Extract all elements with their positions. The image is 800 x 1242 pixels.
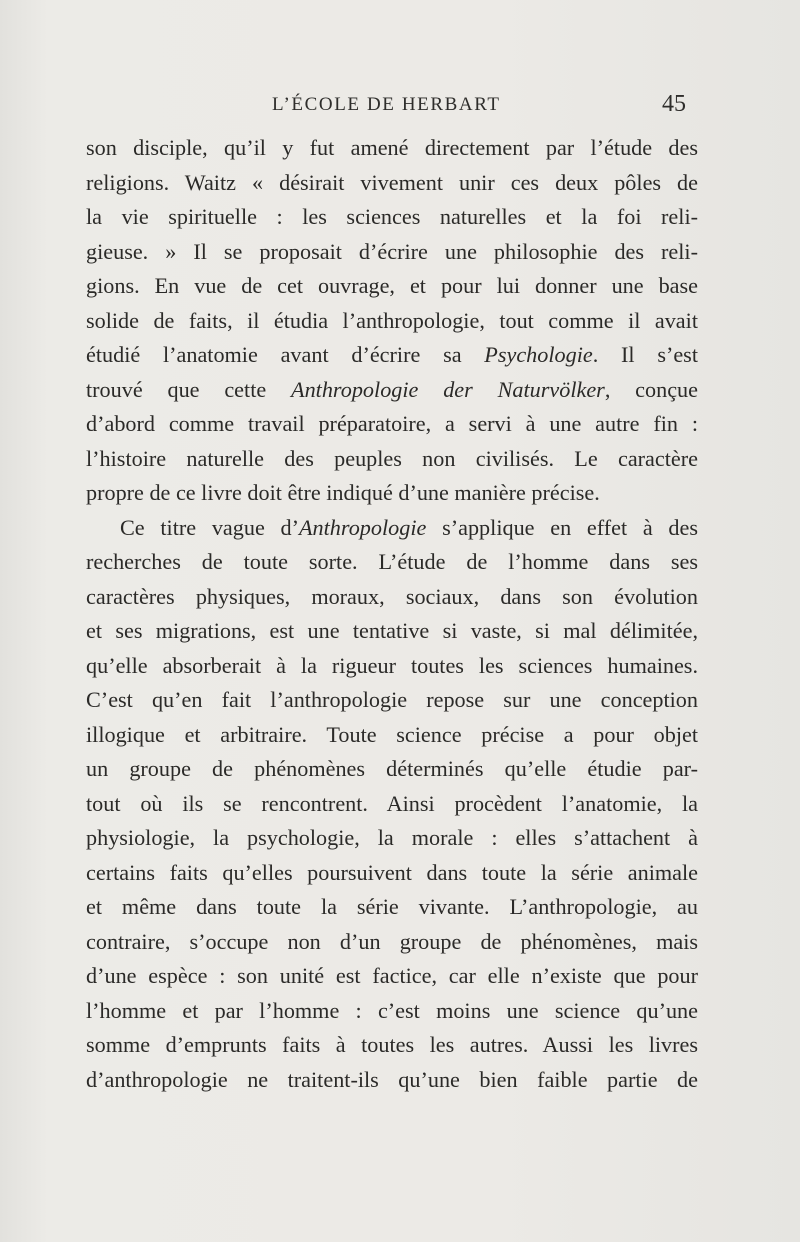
page-number: 45: [662, 91, 686, 117]
text-line: la vie spirituelle : les sciences naturelles et la foi reli-: [86, 204, 698, 229]
text-line: C’est qu’en fait l’anthropologie repose sur une conception: [86, 687, 698, 712]
text-line: religions. Waitz « désirait vivement unir ces deux pôles de: [86, 169, 698, 195]
page-header: [272, 91, 692, 124]
text-line: recherches de toute sorte. L’étude de l’homme dans ses: [86, 549, 698, 574]
text-line: gions. En vue de cet ouvrage, et pour lui donner une base: [86, 273, 698, 298]
text-line: gieuse. » Il se proposait d’écrire une philosophie des reli-: [86, 238, 698, 264]
text-line: trouvé que cette Anthropologie der Naturvölker, conçue: [86, 376, 698, 402]
text-line: son disciple, qu’il y fut amené directement par l’étude des: [86, 135, 698, 160]
text-line: l’homme et par l’homme : c’est moins une science qu’une: [86, 997, 698, 1023]
text-line: Ce titre vague d’Anthropologie s’applique en effet à des: [120, 514, 698, 540]
text-line: et même dans toute la série vivante. L’anthropologie, au: [86, 894, 698, 919]
text-line: illogique et arbitraire. Toute science précise a pour objet: [86, 721, 698, 747]
text-line: qu’elle absorberait à la rigueur toutes les sciences humaines.: [86, 652, 698, 678]
italic-title: Anthropologie: [299, 514, 427, 540]
text-line: caractères physiques, moraux, sociaux, dans son évolution: [86, 583, 698, 609]
text-line: d’abord comme travail préparatoire, a servi à une autre fin :: [86, 411, 698, 436]
text-line: un groupe de phénomènes déterminés qu’elle étudie par-: [86, 756, 698, 781]
text-line: tout où ils se rencontrent. Ainsi procèdent l’anatomie, la: [86, 790, 698, 816]
text-line: contraire, s’occupe non d’un groupe de phénomènes, mais: [86, 928, 698, 954]
text-line: physiologie, la psychologie, la morale : elles s’attachent à: [86, 825, 698, 850]
text-line: d’anthropologie ne traitent-ils qu’une bien faible partie de: [86, 1066, 698, 1092]
text-line: étudié l’anatomie avant d’écrire sa Psychologie. Il s’est: [86, 342, 698, 367]
body-text: [86, 131, 698, 1097]
text-line: solide de faits, il étudia l’anthropologie, tout comme il avait: [86, 307, 698, 333]
italic-title: Anthropologie der Naturvölker: [291, 376, 605, 402]
text-line: certains faits qu’elles poursuivent dans toute la série animale: [86, 859, 698, 885]
text-line: propre de ce livre doit être indiqué d’une manière précise.: [86, 480, 600, 505]
running-head: L’ÉCOLE DE HERBART: [272, 94, 501, 115]
italic-title: Psychologie: [484, 342, 593, 367]
text-line: l’histoire naturelle des peuples non civilisés. Le caractère: [86, 445, 698, 471]
text-line: somme d’emprunts faits à toutes les autres. Aussi les livres: [86, 1032, 698, 1057]
text-line: et ses migrations, est une tentative si vaste, si mal délimitée,: [86, 618, 698, 643]
text-line: d’une espèce : son unité est factice, car elle n’existe que pour: [86, 963, 698, 988]
